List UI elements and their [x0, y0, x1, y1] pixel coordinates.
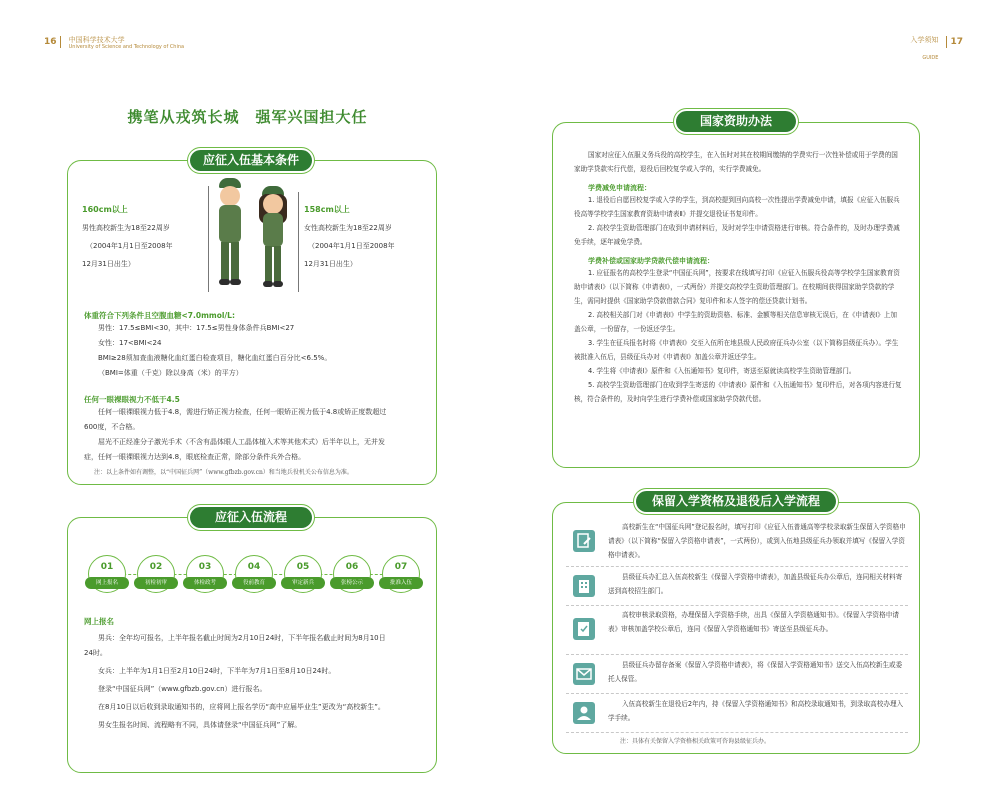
person-icon [573, 702, 595, 724]
process-steps [88, 555, 418, 595]
national-aid-title: 国家资助办法 [676, 111, 796, 132]
mail-send-icon [573, 663, 595, 685]
male-conditions: 160cm以上 男性高校新生为18至22周岁 （2004年1月1日至2008年 12月31日出生） [82, 204, 202, 272]
school-name: 中国科学技术大学 University of Science and Technology of China [68, 36, 185, 50]
basic-conditions-title: 应征入伍基本条件 [190, 150, 312, 171]
height-arrow-left [208, 186, 209, 292]
section-name: 入学须知 [910, 36, 939, 44]
form-edit-icon [573, 530, 595, 552]
list-item: 高校审核录取资格，办理保留入学资格手续，出具《保留入学资格通知书》。《保留入学资格申请表》审核加盖学校公章后，连同《保留入学资格通知书》寄送至县级征兵办。 [566, 606, 908, 654]
page-header-left [44, 36, 184, 55]
process-step: 07 批准入伍 [382, 555, 420, 593]
female-conditions: 158cm以上 女性高校新生为18至22周岁 （2004年1月1日至2008年 12月31日出生） [304, 204, 424, 272]
enlistment-process-title: 应征入伍流程 [190, 507, 312, 528]
retain-enrollment-list [566, 518, 908, 733]
process-step: 06 张榜公示 [333, 555, 371, 593]
process-step: 01 网上报名 [88, 555, 126, 593]
retain-enrollment-title: 保留入学资格及退役后入学流程 [636, 491, 836, 512]
page-number-right: 17 [946, 36, 963, 48]
national-aid-content: 国家对应征入伍服义务兵役的高校学生，在入伍时对其在校期间缴纳的学费实行一次性补偿或用于学费的国家助学贷款实行代偿，退役后回校复学或入学的，实行学费减免。 学费减免申请流程： 1. 退役后自愿回校复学或入学的学生，到高校提到回向高校一次性提出学费减免申请，填报《应征入伍服兵役高等学校学生国家教育资助申请表Ⅱ》并提交退役证书复印件。 2. 高校学生资助管理部门在收到申请材料后，及时对学生申请资格进行审核。符合条件的，及时办理学费减免手续，逐年减免学费。 学费补偿或国家助学贷款代偿申请流程： 1. 应征报名的高校学生登录“中国征兵网”，按要求在线填写打印《应征入伍服兵役高等学校学生国家教育资助申请表Ⅰ》（以下简称《申请表Ⅰ》，一式两份）并提交高校学生资助管理部门。在校期间获得国家助学贷款的学生，需同时提供《国家助学贷款借款合同》复印件和本人签字的偿还贷款计划书。 2. 高校相关部门对《申请表Ⅰ》中学生的资助资格、标准、金额等相关信息审核无误后，在《申请表Ⅰ》上加盖公章，一份留存，一份返还学生。 3. 学生在征兵报名时将《申请表Ⅰ》交至入伍所在地县级人民政府征兵办公室（以下简称县级征兵办）。学生被批准入伍后，县级征兵办对《申请表Ⅰ》加盖公章并返还学生。 4. 学生将《申请表Ⅰ》原件和《入伍通知书》复印件，寄送至原就读高校学生资助管理部门。 5. 高校学生资助管理部门在收到学生寄送的《申请表Ⅰ》原件和《入伍通知书》复印件后，对各项内容进行复核，符合条件的，及时向学生进行学费补偿或国家助学贷款代偿。 [574, 151, 902, 403]
page-title: 携笔从戎筑长城 强军兴国担大任 [127, 108, 368, 126]
list-item: 高校新生在“中国征兵网”登记报名时，填写打印《应征入伍普通高等学校录取新生保留入学资格申请表》（以下简称“保留入学资格申请表”，一式两份），或到入伍地县级征兵办领取并填写《保留入学资格申请表》。 [566, 518, 908, 566]
list-item: 县级征兵办留存备案《保留入学资格申请表》，将《保留入学资格通知书》送交入伍高校新生或委托人保管。 [566, 655, 908, 693]
list-item: 县级征兵办汇总入伍高校新生《保留入学资格申请表》，加盖县级征兵办公章后，连同相关材料寄送到高校招生部门。 [566, 567, 908, 605]
process-step: 02 初检初审 [137, 555, 175, 593]
page-header-right: 入学须知 GUIDE 17 [910, 36, 963, 61]
male-soldier-figure [212, 178, 248, 293]
male-height: 160cm以上 [82, 205, 128, 214]
process-step: 04 役前教育 [235, 555, 273, 593]
vision-conditions: 任何一眼裸眼视力不低于4.5 任何一眼裸眼视力低于4.8，需进行矫正视力检查，任何一眼矫正视力低于4.8或矫正度数超过 600度，不合格。 屈光不正经准分子激光手术（不含有晶体眼人工晶体植入术等其他术式）后半年以上，无并发 症，任何一眼裸眼视力达到4.8，眼底检查正常，除部分条件兵外合格。 注：以上条件如有调整，以“中国征兵网”（www.gfbzb.gov.cn）和当地兵役机关公布信息为准。 [84, 394, 429, 476]
basic-note: 注：以上条件如有调整，以“中国征兵网”（www.gfbzb.gov.cn）和当地兵役机关公布信息为准。 [94, 469, 353, 476]
document-check-icon [573, 618, 595, 640]
process-step: 05 审定新兵 [284, 555, 322, 593]
page-number-left: 16 [44, 36, 61, 48]
height-arrow-right [298, 192, 299, 292]
list-item: 入伍高校新生在退役后2年内，持《保留入学资格通知书》和高校录取通知书，到录取高校办理入学手续。 [566, 694, 908, 732]
office-building-icon [573, 575, 595, 597]
glucose-conditions: 体重符合下列条件且空腹血糖<7.0mmol/L: 男性：17.5≤BMI<30，其中：17.5≤男性身体条件兵BMI<27 女性：17<BMI<24 BMI≥28须加查血液糖化血红蛋白检查项目，糖化血红蛋白百分比<6.5%。 （BMI=体重（千克）除以身高（米）的平方） [84, 311, 332, 377]
online-registration: 网上报名 男兵：全年均可报名，上半年报名截止时间为2月10日24时，下半年报名截止时间为8月10日 24时。 女兵：上半年为1月1日至2月10日24时，下半年为7月1日至8月10日24时。 登录“中国征兵网”（www.gfbzb.gov.cn）进行报名。 在8月10日以后收到录取通知书的，应将网上报名学历“高中应届毕业生”更改为“高校新生”。 男女生报名时间、流程略有不同，具体请登录“中国征兵网”了解。 [84, 617, 386, 729]
female-height: 158cm以上 [304, 205, 350, 214]
process-step: 03 体检政考 [186, 555, 224, 593]
retain-note: 注：具体有关保留入学资格相关政策可咨询县级征兵办。 [620, 738, 771, 745]
female-soldier-figure [255, 186, 291, 293]
